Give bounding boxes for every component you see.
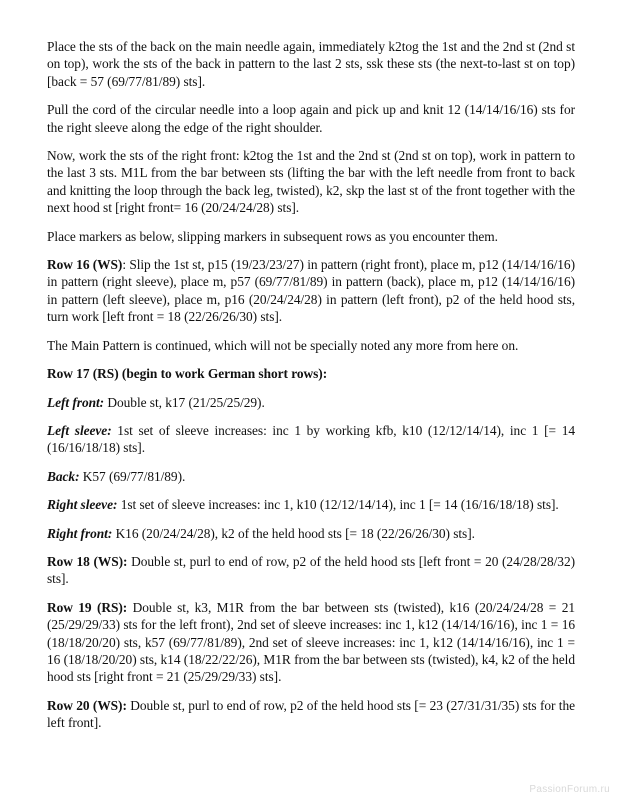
watermark: PassionForum.ru [529,784,610,795]
row-label: Row 19 (RS): [47,599,128,615]
row-label: Row 20 (WS): [47,697,127,713]
paragraph-right-front-row17 [47,525,575,542]
section-label: Right sleeve: [47,497,118,513]
paragraph-text: Double st, k17 (21/25/25/29). [104,394,265,410]
paragraph-text: : Slip the 1st st, p15 (19/23/23/27) in pattern (right front), place m, p12 (14/14/16/16) in pattern (right sleeve), place m, p57 (69/77/81/89) in pattern (back), place m, p12 (14/14/16/16) in pattern (left sleeve), place m, p16 (20/24/24/28) in pattern (left front), p2 of the held hood sts, turn work [left front = 18 (22/26/26/30) sts]. [47,257,575,325]
paragraph-text: Double st, purl to end of row, p2 of the held hood sts [= 23 (27/31/31/35) sts for the left front]. [47,697,575,731]
paragraph-text: Double st, k3, M1R from the bar between sts (twisted), k16 (20/24/24/28 = 21 (25/29/29/33) sts for the left front), 2nd set of sleeve increases: inc 1, k12 (14/14/16/16), inc 1 = 16 (18/18/20/20) sts, k57 (69/77/81/89), 2nd set of sleeve increases: inc 1, k12 (14/14/16/16), inc 1 = 16 (18/18/20/20) sts, k14 (18/22/22/26), M1R from the bar between sts (twisted), k4, k2 of the held hood sts [right front = 21 (25/29/29/33) sts]. [47,599,575,685]
section-label: Left sleeve: [47,422,112,438]
paragraph-text: Now, work the sts of the right front: k2tog the 1st and the 2nd st (2nd st on top), work in pattern to the last 3 sts. M1L from the bar between sts (lifting the bar with the left needle from front to back and knitting the loop through the back leg, twisted), k2, skp the last st of the front together with the next hood st [right front= 16 (20/24/24/28) sts]. [47,148,575,216]
paragraph-back [47,468,575,485]
paragraph-left-front [47,394,575,411]
paragraph-right-front [47,147,575,217]
paragraph-text: Pull the cord of the circular needle into a loop again and pick up and knit 12 (14/14/16/16) sts for the right sleeve along the edge of the right shoulder. [47,102,575,135]
paragraph-row-20 [47,697,575,732]
paragraph-text: K16 (20/24/24/28), k2 of the held hood sts [= 18 (22/26/26/30) sts]. [112,525,475,541]
paragraph-text: 1st set of sleeve increases: inc 1, k10 (12/12/14/14), inc 1 [= 14 (16/16/18/18) sts]. [117,497,559,513]
paragraph-text: The Main Pattern is continued, which will not be specially noted any more from here on. [47,337,519,353]
paragraph-text: K57 (69/77/81/89). [79,468,186,484]
paragraph-right-sleeve [47,496,575,513]
paragraph-row-18 [47,553,575,588]
paragraph-row-19 [47,599,575,686]
section-label: Left front: [47,394,105,410]
row-label: Row 17 (RS) (begin to work German short rows): [47,366,328,382]
section-label: Back: [47,468,80,484]
paragraph-row-16 [47,256,575,326]
paragraph-text: Place markers as below, slipping markers in subsequent rows as you encounter them. [47,228,498,244]
paragraph-place-markers [47,228,575,245]
row-label: Row 18 (WS): [47,553,128,569]
section-label: Right front: [47,525,113,541]
paragraph-row-17-heading [47,365,575,382]
paragraph-left-sleeve [47,422,575,457]
paragraph-back-stitches [47,38,575,90]
document-page [47,38,575,743]
paragraph-text: 1st set of sleeve increases: inc 1 by working kfb, k10 (12/12/14/14), inc 1 [= 14 (16/16/18/18) sts]. [47,422,575,456]
paragraph-text: Place the sts of the back on the main needle again, immediately k2tog the 1st and the 2nd st (2nd st on top), work the sts of the back in pattern to the last 2 sts, ssk these sts (the next-to-last st on top) [back = 57 (69/77/81/89) sts]. [47,39,575,89]
paragraph-main-pattern-note [47,337,575,354]
paragraph-right-sleeve-pickup [47,101,575,136]
paragraph-text: Double st, purl to end of row, p2 of the held hood sts [left front = 20 (24/28/28/32) sts]. [47,553,576,587]
row-label: Row 16 (WS) [47,257,123,273]
